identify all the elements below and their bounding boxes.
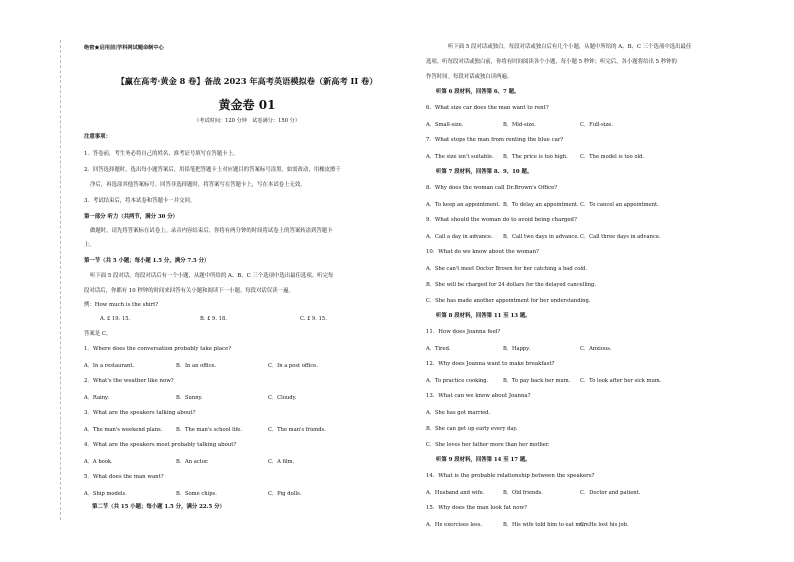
answer-option: A．Small-size. xyxy=(426,122,464,128)
answer-option: B．His wife told him to eat more. xyxy=(503,522,591,528)
answer-option: C．To look after her sick mum. xyxy=(580,378,662,384)
answer-option: C．The model is too old. xyxy=(580,154,645,160)
answer-option: C．Cloudy. xyxy=(268,394,297,401)
answer-option: C．She loves her father more than her mother. xyxy=(426,442,550,448)
question-text: 6．What size car does the man want to rent? xyxy=(426,105,549,111)
answer-option: A．He exercises less. xyxy=(426,522,483,528)
answer-option: C．To cancel an appointment. xyxy=(580,202,659,208)
answer-option: B．An actor. xyxy=(176,458,209,465)
answer-option: A．She has got married. xyxy=(426,410,491,416)
answer-option: B．Some chips. xyxy=(176,490,217,497)
question-text: 5．What does the man want? xyxy=(84,473,164,480)
question-text: 12．Why does Joanna want to make breakfast? xyxy=(426,361,555,367)
notice-line: 净后，再选涂其他答案标号。回答非选择题时，将答案写在答题卡上，写在本试卷上无效。 xyxy=(90,182,306,188)
binding-line xyxy=(60,40,61,520)
sec2-intro: 选项。听每段对话或独白前，你将有时间阅读各个小题，每小题 5 秒钟；听完后，各小题将给出 5 秒钟的 xyxy=(426,59,677,65)
sec2-intro: 作答时间。每段对话或独白读两遍。 xyxy=(426,74,513,80)
notice-line: 3．考试结束后，将本试卷和答题卡一并交回。 xyxy=(84,197,196,204)
question-text: 3．What are the speakers talking about? xyxy=(84,409,196,416)
question-text: 1．Where does the conversation probably take place? xyxy=(84,345,232,352)
answer-option: B．The price is too high. xyxy=(503,154,568,160)
sec1-heading: 第一节（共 5 小题；每小题 1.5 分，满分 7.5 分） xyxy=(84,257,210,264)
notice-line: 1．答卷前，考生务必将自己的姓名、准考证号填写在答题卡上。 xyxy=(84,151,239,157)
exam-info: （考试时间：120 分钟 试卷满分：150 分） xyxy=(193,118,301,124)
answer-option: A．A book. xyxy=(84,458,113,465)
answer-option: A．She can't meet Doctor Brown for her catching a bad cold. xyxy=(426,266,587,272)
question-text: 4．What are the speakers most probably talking about? xyxy=(84,441,237,448)
answer-option: A．Tired. xyxy=(426,346,451,352)
answer-option: C．She has made another appointment for her understanding. xyxy=(426,298,591,304)
answer-option: B．Mid-size. xyxy=(503,122,536,128)
example-option: B. £ 9. 18. xyxy=(200,316,227,322)
part1-intro: 做题时，请先将答案标在试卷上。录音内容结束后，你将有两分钟的时间将试卷上的答案转涂到答题卡 xyxy=(90,228,333,234)
sec2-intro: 听下面 5 段对话或独白。每段对话或独白后有几个小题，从题中所给的 A、B、C 三个选项中选出最佳 xyxy=(448,44,692,50)
answer-option: A．The man's weekend plans. xyxy=(84,426,163,433)
answer-option: A．The size isn't suitable. xyxy=(426,154,494,160)
answer-option: C．Doctor and patient. xyxy=(580,490,641,496)
answer-option: B．Happy. xyxy=(503,346,531,352)
answer-option: B．She will be charged for 24 dollars for the delayed cancelling. xyxy=(426,282,596,288)
answer-option: A．To keep an appointment. xyxy=(426,202,501,208)
answer-option: B．She can get up early every day. xyxy=(426,426,518,432)
exam-title: 【赢在高考·黄金 8 卷】备战 2023 年高考英语模拟卷（新高考 II 卷） xyxy=(116,76,378,86)
answer-option: C．Anxious. xyxy=(580,346,612,352)
answer-option: B．Old friends. xyxy=(503,490,543,496)
question-text: 15．Why does the man look fat now? xyxy=(426,505,527,511)
question-text: 9．What should the woman do to avoid being charged? xyxy=(426,217,577,223)
answer-option: A．Husband and wife. xyxy=(426,490,485,496)
answer-option: A．In a restaurant. xyxy=(84,362,135,369)
material-heading: 听第 8 段材料，回答第 11 至 13 题。 xyxy=(436,313,531,319)
answer-option: C．Full-size. xyxy=(580,122,613,128)
answer-option: B．In an office. xyxy=(176,362,217,369)
answer-option: B．The man's school life. xyxy=(176,426,243,433)
sec1-intro: 段对话后，你都有 10 秒钟的时间来回答有关小题和阅读下一小题。每段对话仅读一遍。 xyxy=(84,287,294,294)
example-option: A. £ 19. 15. xyxy=(100,316,131,322)
answer-option: B．Sunny. xyxy=(176,394,203,401)
answer-option: C．A film. xyxy=(268,458,295,465)
answer-option: B．Call two days in advance. xyxy=(503,234,580,240)
answer-option: A．To practice cooking. xyxy=(426,378,489,384)
example-question: 例：How much is the shirt? xyxy=(84,301,159,308)
answer-option: A．Call a day in advance. xyxy=(426,234,493,240)
part1-heading: 第一部分 听力（共两节，满分 30 分） xyxy=(84,214,178,220)
example-option: C. £ 9. 15. xyxy=(300,316,327,322)
notice-heading: 注意事项： xyxy=(84,134,111,140)
part1-intro: 上。 xyxy=(84,242,95,248)
question-text: 10．What do we know about the woman? xyxy=(426,249,539,255)
answer-option: C．In a post office. xyxy=(268,362,318,369)
question-text: 8．Why does the woman call Dr.Brown's Office? xyxy=(426,185,558,191)
question-text: 11．How does Joanna feel? xyxy=(426,329,501,335)
sec2-heading: 第二节（共 15 小题；每小题 1.5 分，满分 22.5 分） xyxy=(92,503,225,510)
material-heading: 听第 7 段材料，回答第 8、9、10 题。 xyxy=(436,169,533,175)
answer-option: C．The man's friends. xyxy=(268,426,326,433)
exam-subtitle: 黄金卷 01 xyxy=(218,98,276,112)
answer-option: B．To pay back her mum. xyxy=(503,378,571,384)
sec1-intro: 听下面 5 段对话。每段对话后有一个小题，从题中所给的 A、B、C 三个选项中选出最佳选项。听完每 xyxy=(90,272,334,279)
question-text: 13．What can we know about Joanna? xyxy=(426,393,531,399)
notice-line: 2．回答选择题时，选出每小题答案后，用铅笔把答题卡上对应题目的答案标号涂黑。如需改动，用橡皮擦干 xyxy=(84,166,341,173)
question-text: 7．What stops the man from renting the blue car? xyxy=(426,137,564,143)
question-text: 2．What's the weather like now? xyxy=(84,377,174,384)
example-answer: 答案是 C。 xyxy=(84,330,112,337)
question-text: 14．What is the probable relationship between the speakers? xyxy=(426,473,595,479)
answer-option: C．Call three days in advance. xyxy=(580,234,661,240)
answer-option: A．Ship models. xyxy=(84,490,127,497)
answer-option: A．Rainy. xyxy=(84,394,109,401)
answer-option: B．To delay an appointment. xyxy=(503,202,579,208)
answer-option: C．He lost his job. xyxy=(580,522,629,528)
material-heading: 听第 9 段材料，回答第 14 至 17 题。 xyxy=(436,457,531,463)
header-tag: 绝密★启用前|学科网试题命制中心 xyxy=(84,45,164,51)
material-heading: 听第 6 段材料，回答第 6、7 题。 xyxy=(436,89,520,95)
answer-option: C．Pig dolls. xyxy=(268,490,302,497)
